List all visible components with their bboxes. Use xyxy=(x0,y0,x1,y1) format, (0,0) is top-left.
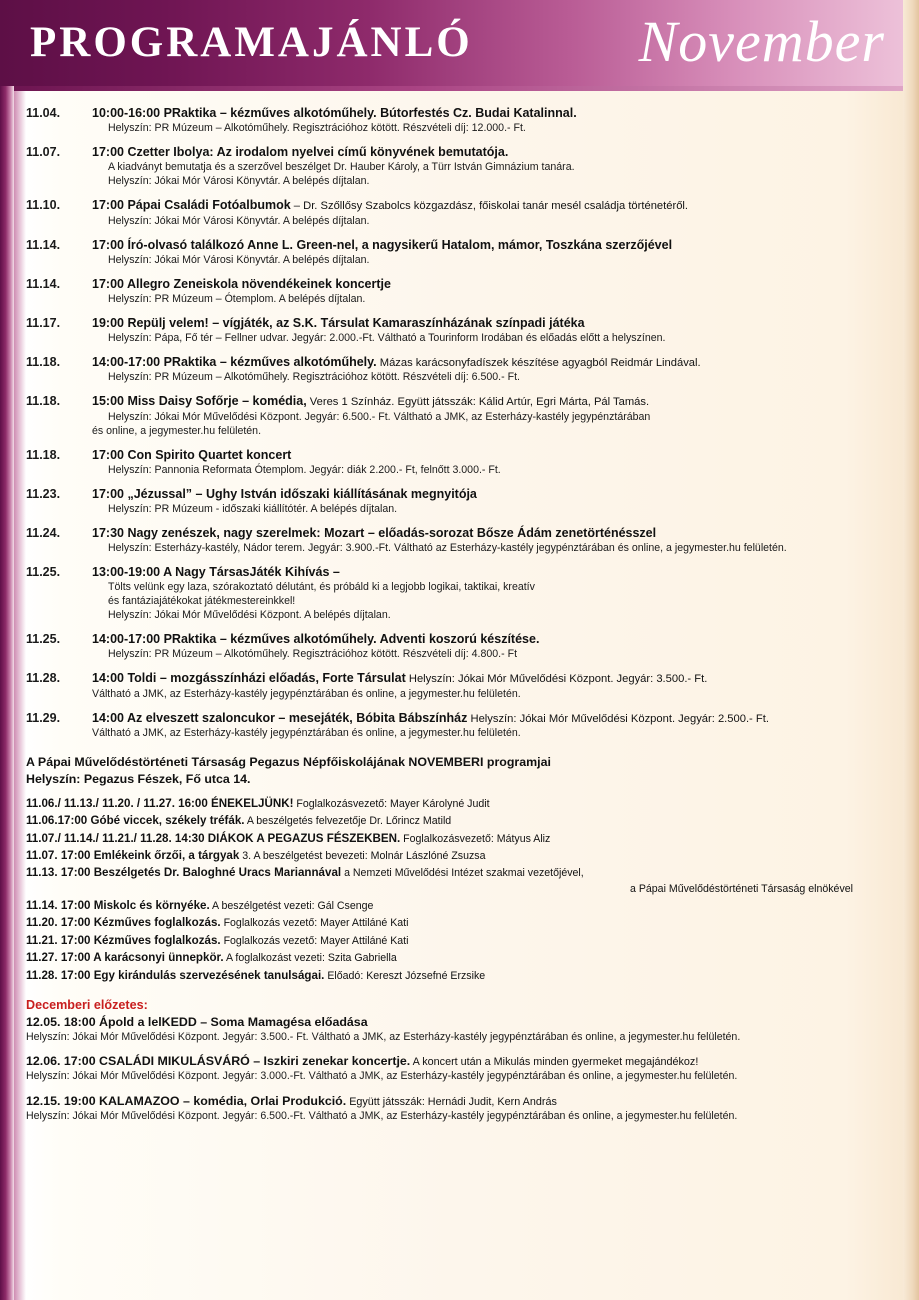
event-body xyxy=(92,525,893,555)
event-date: 11.10. xyxy=(26,198,61,213)
december-event-title xyxy=(26,1053,893,1069)
poster-content xyxy=(0,91,919,1142)
event-title-main: 17:00 Con Spirito Quartet koncert xyxy=(92,447,292,462)
pegazus-item-title: 11.28. 17:00 Egy kirándulás szervezésének tanulságai. xyxy=(26,968,325,982)
event-detail-line: Váltható a JMK, az Esterházy-kastély jegypénztárában és online, a jegymester.hu felületén. xyxy=(92,727,521,740)
event-title xyxy=(92,486,893,502)
event-body xyxy=(92,564,893,622)
event-row xyxy=(26,315,893,345)
event-body xyxy=(92,105,893,135)
event-row xyxy=(26,393,893,437)
event-date: 11.18. xyxy=(26,354,61,369)
event-title xyxy=(92,525,893,541)
event-title xyxy=(92,393,893,409)
event-title-detail: Helyszín: Jókai Mór Művelődési Központ. Jegyár: 2.500.- Ft. xyxy=(467,712,769,725)
december-event-title-main: 12.06. 17:00 CSALÁDI MIKULÁSVÁRÓ – Iszkiri zenekar koncertje. xyxy=(26,1054,411,1069)
event-body xyxy=(92,237,893,267)
pegazus-item-detail: Foglalkozás vezető: Mayer Attiláné Kati xyxy=(220,917,409,930)
pegazus-item xyxy=(26,831,893,847)
event-title xyxy=(92,631,893,647)
event-detail-line: Helyszín: Jókai Mór Városi Könyvtár. A belépés díjtalan. xyxy=(108,175,370,188)
pegazus-item-title: 11.07. 17:00 Emlékeink őrzői, a tárgyak xyxy=(26,848,240,862)
event-title-main: 17:00 Pápai Családi Fotóalbumok xyxy=(92,198,291,213)
event-title-main: 14:00 Toldi – mozgásszínházi előadás, Forte Társulat xyxy=(92,671,406,686)
event-title xyxy=(92,276,893,292)
event-detail-line: és online, a jegymester.hu felületén. xyxy=(92,424,262,437)
event-body xyxy=(92,144,893,188)
pegazus-item-detail-cont: a Pápai Művelődéstörténeti Társaság elnökével xyxy=(630,882,853,895)
event-title xyxy=(92,670,893,686)
pegazus-item-title: 11.13. 17:00 Beszélgetés Dr. Baloghné Uracs Mariannával xyxy=(26,866,342,880)
pegazus-item-title: 11.06.17:00 Góbé viccek, székely tréfák. xyxy=(26,814,245,828)
month-label: November xyxy=(638,9,885,74)
event-date: 11.23. xyxy=(26,486,61,501)
pegazus-item xyxy=(26,865,893,896)
event-title-main: 17:00 Czetter Ibolya: Az irodalom nyelvei című könyvének bemutatója. xyxy=(92,145,509,160)
event-title-main: 17:00 „Jézussal” – Ughy István időszaki kiállításának megnyitója xyxy=(92,486,477,501)
event-detail-line: Helyszín: Jókai Mór Városi Könyvtár. A belépés díjtalan. xyxy=(108,253,370,266)
event-detail-line: Váltható a JMK, az Esterházy-kastély jegypénztárában és online, a jegymester.hu felületén. xyxy=(92,687,521,700)
event-body xyxy=(92,197,893,227)
event-title xyxy=(92,564,893,580)
event-title xyxy=(92,237,893,253)
event-title xyxy=(92,447,893,463)
events-list xyxy=(26,105,893,740)
event-row xyxy=(26,105,893,135)
event-title xyxy=(92,315,893,331)
event-title-detail: – Dr. Szőllősy Szabolcs közgazdász, főiskolai tanár mesél családja történetéről. xyxy=(290,200,689,213)
page-title: PROGRAMAJÁNLÓ xyxy=(30,19,473,66)
event-detail-line: A kiadványt bemutatja és a szerzővel beszélget Dr. Hauber Károly, a Türr István Gimnázium tanára. xyxy=(108,161,575,174)
event-row xyxy=(26,631,893,661)
event-detail-line: Helyszín: Esterházy-kastély, Nádor terem. Jegyár: 3.900.-Ft. Váltható az Esterházy-kastély jegypénztárában és online, a jegymester.hu felületén. xyxy=(108,541,787,554)
event-detail-line: Helyszín: Jókai Mór Városi Könyvtár. A belépés díjtalan. xyxy=(108,214,370,227)
event-body xyxy=(92,315,893,345)
event-detail-line: Helyszín: PR Múzeum – Alkotóműhely. Regisztrációhoz kötött. Részvételi díj: 12.000.- Ft. xyxy=(108,122,526,134)
event-detail-line: Tölts velünk egy laza, szórakoztató délutánt, és próbáld ki a legjobb logikai, taktikai, kreatív xyxy=(108,581,535,593)
december-event xyxy=(26,1053,893,1083)
event-body xyxy=(92,710,893,740)
event-title-main: 13:00-19:00 A Nagy TársasJáték Kihívás – xyxy=(92,565,340,579)
event-row xyxy=(26,197,893,227)
pegazus-heading xyxy=(26,754,893,787)
december-event-title xyxy=(26,1014,893,1030)
event-body xyxy=(92,276,893,306)
pegazus-item xyxy=(26,813,893,829)
event-row xyxy=(26,564,893,622)
event-date: 11.07. xyxy=(26,145,61,160)
december-event xyxy=(26,1014,893,1044)
december-title: Decemberi előzetes: xyxy=(26,998,148,1013)
event-title-main: 10:00-16:00 PRaktika – kézműves alkotóműhely. Bútorfestés Cz. Budai Katalinnal. xyxy=(92,106,577,120)
pegazus-item-detail: Foglalkozásvezető: Mayer Károlyné Judit xyxy=(293,797,490,810)
december-event-title-detail: Együtt játsszák: Hernádi Judit, Kern András xyxy=(346,1095,557,1108)
event-title xyxy=(92,197,893,213)
event-title-main: 14:00 Az elveszett szaloncukor – mesejáték, Bóbita Bábszínház xyxy=(92,710,468,725)
event-title-main: 17:00 Író-olvasó találkozó Anne L. Green-nel, a nagysikerű Hatalom, mámor, Toszkána szerzőjével xyxy=(92,237,673,252)
event-body xyxy=(92,354,893,384)
event-row xyxy=(26,144,893,188)
december-event-detail-line: Helyszín: Jókai Mór Művelődési Központ. Jegyár: 3.000.-Ft. Váltható a JMK, az Esterházy-kastély jegypénztárában és online, a jegymester.hu felületén. xyxy=(26,1070,738,1083)
event-row xyxy=(26,710,893,740)
event-title-main: 14:00-17:00 PRaktika – kézműves alkotóműhely. xyxy=(92,354,377,369)
pegazus-item-title: 11.21. 17:00 Kézműves foglalkozás. xyxy=(26,933,221,947)
pegazus-item-detail: a Nemzeti Művelődési Intézet szakmai vezetőjével, xyxy=(341,867,584,880)
event-title-main: 14:00-17:00 PRaktika – kézműves alkotóműhely. Adventi koszorú készítése. xyxy=(92,632,540,647)
pegazus-item-detail: Előadó: Kereszt Józsefné Erzsike xyxy=(324,969,486,982)
december-event-title xyxy=(26,1093,893,1109)
event-row xyxy=(26,354,893,384)
event-title-main: 19:00 Repülj velem! – vígjáték, az S.K. Társulat Kamaraszínházának színpadi játéka xyxy=(92,315,585,330)
december-list xyxy=(26,1014,893,1123)
pegazus-item xyxy=(26,968,893,984)
event-row xyxy=(26,276,893,306)
event-body xyxy=(92,631,893,661)
event-body xyxy=(92,447,893,477)
pegazus-item xyxy=(26,848,893,864)
event-detail-line: Helyszín: PR Múzeum – Alkotóműhely. Regisztrációhoz kötött. Részvételi díj: 4.800.- Ft xyxy=(108,648,518,661)
event-detail-line: Helyszín: Jókai Mór Művelődési Központ. A belépés díjtalan. xyxy=(108,609,391,622)
event-row xyxy=(26,525,893,555)
event-date: 11.14. xyxy=(26,237,61,252)
event-row xyxy=(26,486,893,516)
event-detail-line: Helyszín: Jókai Mór Művelődési Központ. Jegyár: 6.500.- Ft. Váltható a JMK, az Esterházy-kastély jegypénztárában xyxy=(108,410,651,423)
event-title-main: 17:30 Nagy zenészek, nagy szerelmek: Mozart – előadás-sorozat Bősze Ádám zenetörténésszel xyxy=(92,525,657,540)
event-title xyxy=(92,105,893,121)
event-detail-line: Helyszín: PR Múzeum – Alkotóműhely. Regisztrációhoz kötött. Részvételi díj: 6.500.- Ft. xyxy=(108,371,520,384)
event-date: 11.25. xyxy=(26,565,61,579)
event-body xyxy=(92,393,893,437)
pegazus-item xyxy=(26,796,893,812)
event-date: 11.14. xyxy=(26,276,61,291)
pegazus-list xyxy=(26,796,893,985)
pegazus-item-detail: A foglalkozást vezeti: Szita Gabriella xyxy=(223,952,397,965)
event-detail-line: Helyszín: PR Múzeum – Ótemplom. A belépés díjtalan. xyxy=(108,292,366,305)
event-detail-line: Helyszín: Pannonia Reformata Ótemplom. Jegyár: diák 2.200.- Ft, felnőtt 3.000.- Ft. xyxy=(108,463,501,476)
event-title xyxy=(92,710,893,726)
event-date: 11.25. xyxy=(26,632,61,647)
event-detail-line: és fantáziajátékokat játékmestereinkkel! xyxy=(108,595,296,608)
december-event-title-main: 12.05. 18:00 Ápold a lelKEDD – Soma Mamagésa előadása xyxy=(26,1015,368,1030)
december-event-detail-line: Helyszín: Jókai Mór Művelődési Központ. Jegyár: 6.500.-Ft. Váltható a JMK, az Esterházy-kastély jegypénztárában és online, a jegymester.hu felületén. xyxy=(26,1109,738,1122)
pegazus-item-title: 11.07./ 11.14./ 11.21./ 11.28. 14:30 DIÁKOK A PEGAZUS FÉSZEKBEN. xyxy=(26,831,401,845)
event-title-detail: Helyszín: Jókai Mór Művelődési Központ. Jegyár: 3.500.- Ft. xyxy=(405,673,708,686)
event-title-detail: Mázas karácsonyfadíszek készítése agyagból Reidmár Lindával. xyxy=(376,356,701,369)
december-event-title-detail: A koncert után a Mikulás minden gyermeket megajándékoz! xyxy=(410,1056,699,1069)
event-row xyxy=(26,447,893,477)
event-date: 11.18. xyxy=(26,447,61,462)
pegazus-item-detail: A beszélgetés felvezetője Dr. Lőrincz Matild xyxy=(244,815,452,828)
event-date: 11.18. xyxy=(26,394,61,409)
pegazus-item-detail: 3. A beszélgetést bevezeti: Molnár Lászlóné Zsuzsa xyxy=(239,849,486,862)
poster-header xyxy=(0,0,919,86)
december-event xyxy=(26,1093,893,1123)
pegazus-item-title: 11.20. 17:00 Kézműves foglalkozás. xyxy=(26,916,221,930)
pegazus-item xyxy=(26,933,893,949)
event-title-detail: Veres 1 Színház. Együtt játsszák: Kálid Artúr, Egri Márta, Pál Tamás. xyxy=(306,396,650,409)
pegazus-item-detail: A beszélgetést vezeti: Gál Csenge xyxy=(209,899,374,912)
pegazus-item xyxy=(26,950,893,966)
event-title-main: 15:00 Miss Daisy Sofőrje – komédia, xyxy=(92,394,307,409)
december-event-detail-line: Helyszín: Jókai Mór Művelődési Központ. Jegyár: 3.500.- Ft. Váltható a JMK, az Esterházy-kastély jegypénztárában és online, a jegymester.hu felületén. xyxy=(26,1031,741,1044)
event-date: 11.29. xyxy=(26,710,61,725)
pegazus-item xyxy=(26,898,893,914)
pegazus-heading-line2: Helyszín: Pegazus Fészek, Fő utca 14. xyxy=(26,771,251,786)
pegazus-item-detail: Foglalkozás vezető: Mayer Attiláné Kati xyxy=(220,934,409,947)
event-title-main: 17:00 Allegro Zeneiskola növendékeinek koncertje xyxy=(92,276,391,291)
event-body xyxy=(92,486,893,516)
event-date: 11.04. xyxy=(26,106,61,120)
pegazus-item xyxy=(26,915,893,931)
december-event-title-main: 12.15. 19:00 KALAMAZOO – komédia, Orlai Produkció. xyxy=(26,1093,347,1108)
event-date: 11.17. xyxy=(26,315,61,330)
event-date: 11.24. xyxy=(26,525,61,540)
pegazus-item-title: 11.27. 17:00 A karácsonyi ünnepkör. xyxy=(26,951,224,965)
pegazus-heading-line1: A Pápai Művelődéstörténeti Társaság Pegazus Népfőiskolájának NOVEMBERI programjai xyxy=(26,755,551,770)
pegazus-item-title: 11.14. 17:00 Miskolc és környéke. xyxy=(26,898,210,912)
event-detail-line: Helyszín: PR Múzeum - időszaki kiállítótér. A belépés díjtalan. xyxy=(108,502,398,515)
event-body xyxy=(92,670,893,700)
pegazus-item-detail: Foglalkozásvezető: Mátyus Aliz xyxy=(400,832,551,845)
event-row xyxy=(26,237,893,267)
event-title xyxy=(92,144,893,160)
event-date: 11.28. xyxy=(26,671,61,686)
event-title xyxy=(92,354,893,370)
pegazus-item-title: 11.06./ 11.13./ 11.20. / 11.27. 16:00 ÉNEKELJÜNK! xyxy=(26,796,294,810)
event-row xyxy=(26,670,893,700)
event-detail-line: Helyszín: Pápa, Fő tér – Fellner udvar. Jegyár: 2.000.-Ft. Váltható a Tourinform Irodában és előadás előtt a helyszínen. xyxy=(108,331,666,344)
